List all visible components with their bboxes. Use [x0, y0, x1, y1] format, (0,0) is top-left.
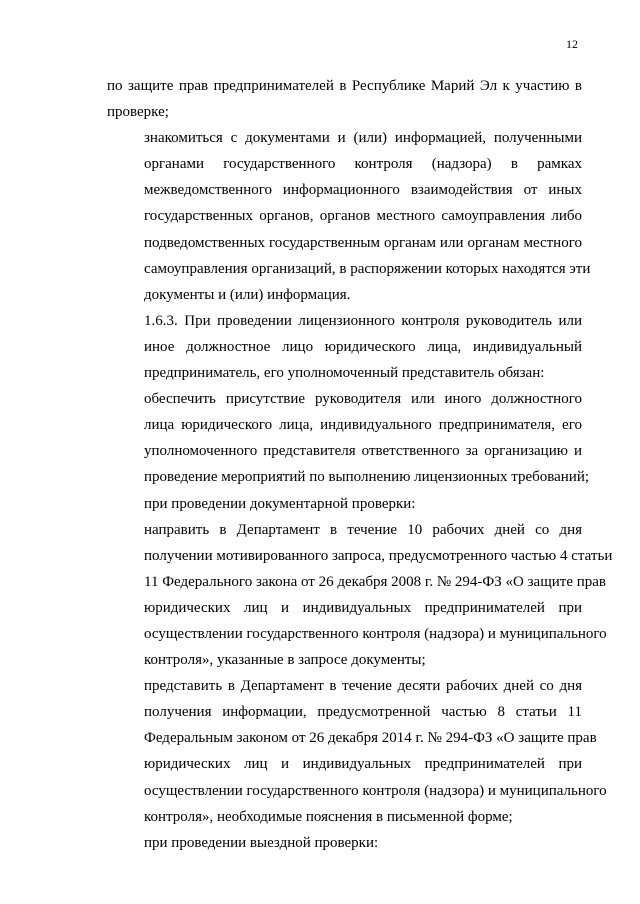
text-line: проверке;: [107, 104, 169, 121]
text-line: проведение мероприятий по выполнению лицензионных требований;: [144, 469, 590, 486]
text-line: лица юридического лица, индивидуального предпринимателя, его: [144, 417, 582, 434]
text-line: иное должностное лицо юридического лица, индивидуальный: [144, 338, 582, 355]
text-line: контроля», указанные в запросе документы;: [144, 652, 426, 669]
text-line: самоуправления организаций, в распоряжении которых находятся эти: [144, 260, 591, 277]
text-line: межведомственного информационного взаимодействия от иных: [144, 182, 582, 199]
text-line: 1.6.3. При проведении лицензионного контроля руководитель или: [144, 312, 582, 329]
text-line: по защите прав предпринимателей в Республике Марий Эл к участию в: [107, 78, 582, 94]
text-line: получении мотивированного запроса, предусмотренного частью 4 статьи: [144, 547, 613, 564]
text-line: знакомиться с документами и (или) информацией, полученными: [144, 130, 582, 147]
text-line: предприниматель, его уполномоченный представитель обязан:: [144, 365, 545, 382]
text-line: 11 Федерального закона от 26 декабря 2008 г. № 294-ФЗ «О защите прав: [144, 573, 607, 590]
text-line: Федеральным законом от 26 декабря 2014 г. № 294-ФЗ «О защите прав: [144, 730, 597, 747]
text-line: юридических лиц и индивидуальных предпринимателей при: [144, 756, 582, 773]
text-line: уполномоченного представителя ответственного за организацию и: [144, 443, 582, 460]
paragraph: [107, 125, 591, 308]
text-line: осуществлении государственного контроля (надзора) и муниципального: [144, 625, 607, 642]
text-line: подведомственных государственным органам или органам местного: [144, 234, 582, 251]
text-line: направить в Департамент в течение 10 рабочих дней со дня: [144, 521, 582, 538]
text-line: органами государственного контроля (надзора) в рамках: [144, 156, 582, 173]
page-number: 12: [566, 37, 578, 51]
text-line: государственных органов, органов местного самоуправления либо: [144, 208, 582, 225]
text-line: юридических лиц и индивидуальных предпринимателей при: [144, 599, 582, 616]
text-line: документы и (или) информация.: [144, 286, 351, 303]
paragraph: [107, 517, 613, 674]
paragraph: [107, 73, 582, 125]
document-body: [107, 73, 613, 856]
text-line: получения информации, предусмотренной частью 8 статьи 11: [144, 704, 582, 721]
text-line: обеспечить присутствие руководителя или иного должностного: [144, 391, 582, 408]
text-line: контроля», необходимые пояснения в письменной форме;: [144, 808, 513, 825]
paragraph: [107, 308, 582, 386]
text-line: осуществлении государственного контроля (надзора) и муниципального: [144, 782, 607, 799]
paragraph: [107, 491, 582, 517]
text-line: при проведении выездной проверки:: [144, 834, 379, 851]
paragraph: [107, 386, 590, 490]
paragraph: [107, 673, 607, 830]
paragraph: [107, 830, 582, 856]
text-line: при проведении документарной проверки:: [144, 495, 416, 512]
text-line: представить в Департамент в течение десяти рабочих дней со дня: [144, 678, 582, 695]
